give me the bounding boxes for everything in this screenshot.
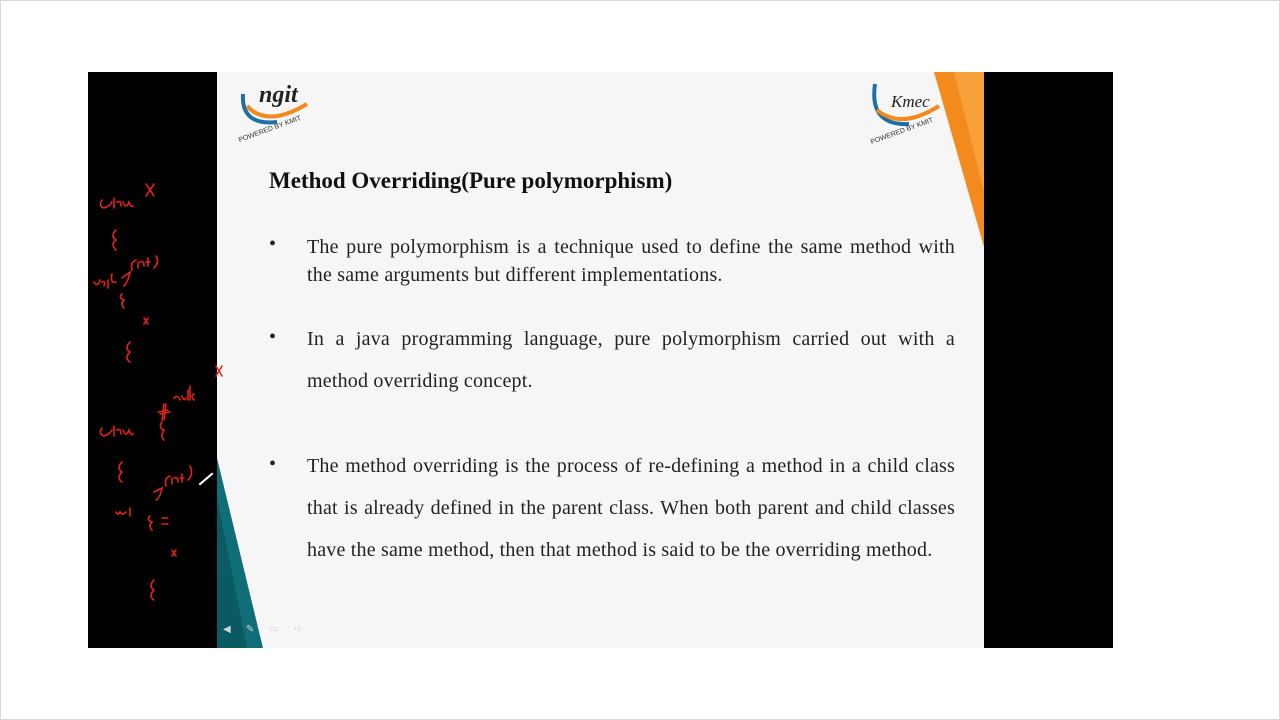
teal-corner-decoration <box>217 458 267 648</box>
bullet-text: The method overriding is the process of re-defining a method in a child class that is already defined in the parent class. When both parent and child classes have the same method, then that method is said to be the overriding method. <box>307 455 955 561</box>
ngit-logo <box>237 76 317 146</box>
kmec-logo-subtext: POWERED BY KMIT <box>869 116 935 147</box>
kmec-logo-text: Kmec <box>891 92 930 111</box>
right-black-panel <box>984 72 1113 648</box>
navigation-icons[interactable]: ◀ ✎ ▭ ➪ <box>223 624 309 635</box>
bullet-text: The pure polymorphism is a technique used to define the same method with the same arguments but different implementations. <box>307 236 955 286</box>
bullet-item <box>269 326 955 402</box>
slide-title: Method Overriding(Pure polymorphism) <box>269 168 673 193</box>
bullet-item <box>269 453 955 571</box>
kmec-logo <box>865 76 945 146</box>
bullet-item <box>269 233 955 289</box>
bullet-text: In a java programming language, pure polymorphism carried out with a method overriding concept. <box>307 328 955 392</box>
bullet-dot: • <box>269 233 277 255</box>
ngit-logo-subtext: POWERED BY KMIT <box>237 114 303 145</box>
bullet-dot: • <box>269 453 277 475</box>
left-black-panel <box>88 72 217 648</box>
bullet-dot: • <box>269 326 277 348</box>
presentation-slide <box>217 72 984 648</box>
ngit-logo-text: ngit <box>259 82 298 108</box>
